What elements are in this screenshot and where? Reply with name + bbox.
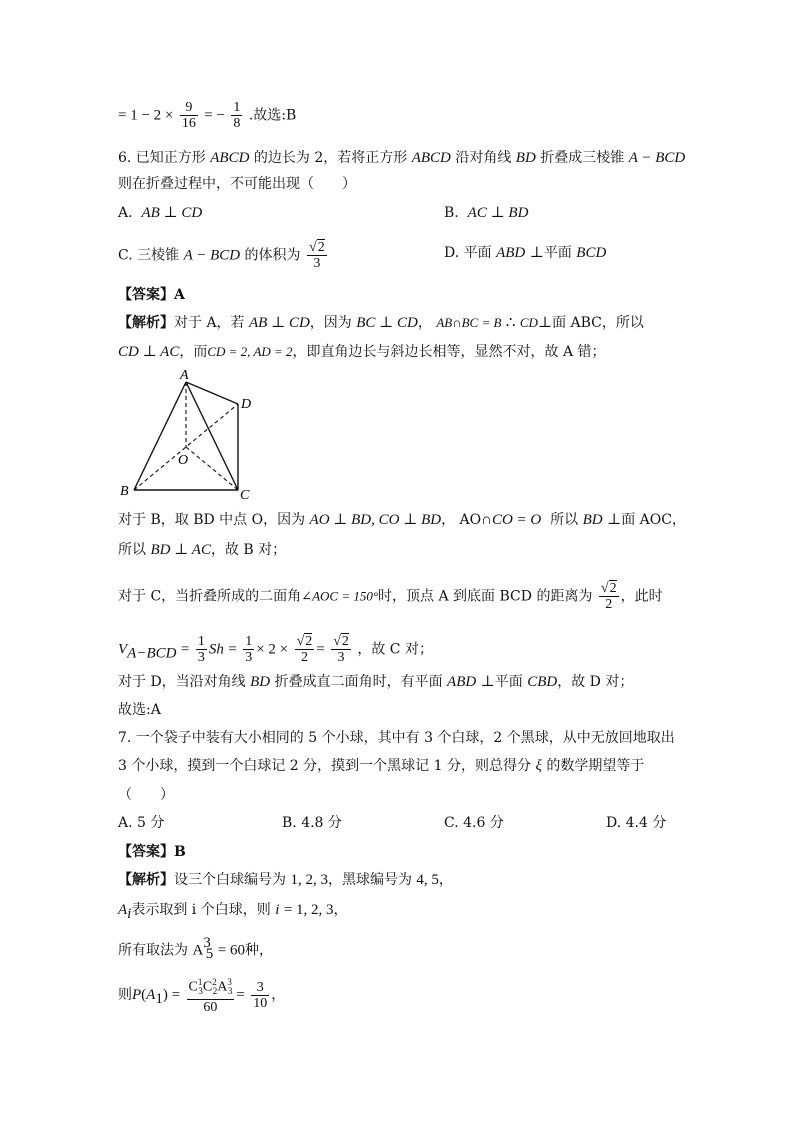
label-b: B (120, 484, 129, 499)
q6-c-line1: 对于 C，当折叠所成的二面角∠AOC = 150°时，顶点 A 到底面 BCD 的距离为 $\frac{√2}{2}$ ，此时 (118, 581, 663, 612)
q6-option-c: C. 三棱锥 A − BCD 的体积为 $\frac{√2}{3}$ (118, 240, 325, 271)
q6-option-b: B. AC ⊥ BD (444, 205, 529, 221)
q7-answer: 【答案】B (118, 844, 186, 860)
fraction-9-16: $\frac{9}{16}$ (181, 100, 196, 131)
q7-stem-line1: 7. 一个袋子中装有大小相同的 5 个小球，其中有 3 个白球，2 个黑球，从中无放回地取出 (118, 730, 675, 746)
q6-c-volume-formula: $V_{A-BCD}$ = $\frac{1}{3}$ Sh = $\frac{1}{3}$ × 2 × $\frac{√2}{2}$ = $\frac{√2}{3}$ ，故 C 对； (118, 634, 433, 665)
q6-d-line: 对于 D，当沿对角线 BD 折叠成直二面角时，有平面 ABD ⊥平面 CBD，故 D 对； (118, 674, 634, 690)
q7-option-c: C. 4.6 分 (444, 815, 504, 831)
q6-b-line1: 对于 B，取 BD 中点 O，因为 AO ⊥ BD, CO ⊥ BD， AO∩CO = O 所以 BD ⊥面 AOC， (118, 512, 686, 528)
edge-ab (134, 382, 189, 490)
q6-analysis-line1: 【解析】对于 A，若 AB ⊥ CD，因为 BC ⊥ CD， AB∩BC = B ∴ CD⊥面 ABC，所以 (118, 315, 644, 331)
q7-analysis-line2: $A_i$表示取到 i 个白球，则 i = 1, 2, 3， (118, 902, 348, 922)
pyramid-figure (114, 368, 264, 503)
label-c: C (240, 488, 250, 503)
label-o: O (178, 453, 189, 468)
q6-option-a: A. AB ⊥ CD (118, 205, 203, 221)
fraction-probability: $\frac{C^1_3C^2_2A^3_3}{60}$ (188, 977, 233, 1016)
fraction-3-10: $\frac{3}{10}$ (253, 979, 268, 1011)
fraction-sqrt2-2: $\frac{√2}{2}$ (600, 581, 617, 612)
fraction-sqrt2-3: $\frac{√2}{3}$ (309, 240, 325, 271)
q7-analysis-line1: 【解析】设三个白球编号为 1, 2, 3，黑球编号为 4, 5， (118, 872, 453, 888)
q7-option-d: D. 4.4 分 (606, 815, 667, 831)
q7-option-a: A. 5 分 (118, 815, 165, 831)
q7-option-b: B. 4.8 分 (282, 815, 342, 831)
q6-answer: 【答案】A (118, 287, 185, 303)
edge-ad (186, 382, 238, 404)
label-a: A (180, 368, 189, 383)
q6-end: 故选:A (118, 702, 161, 718)
q7-analysis-line3: 所有取法为 $A^3_5 = 60$种， (118, 935, 273, 963)
q6-option-d: D. 平面 ABD ⊥平面 BCD (444, 245, 607, 261)
q6-stem-line1: 6. 已知正方形 ABCD 的边长为 2，若将正方形 ABCD 沿对角线 BD 折叠成三棱锥 A − BCD (118, 150, 686, 166)
prev-solution-tail: = 1 − 2 × $\frac{9}{16}$ = − $\frac{1}{8}$ .故选:B (118, 100, 297, 131)
fraction-1-8: $\frac{1}{8}$ (233, 100, 241, 131)
q7-stem-line2: 3 个小球，摸到一个白球记 2 分，摸到一个黑球记 1 分，则总得分 ξ 的数学期望等于 (118, 758, 645, 774)
q6-b-line2: 所以 BD ⊥ AC，故 B 对； (118, 542, 287, 558)
edge-ac (186, 382, 238, 490)
q6-stem-line2: 则在折叠过程中，不可能出现（ ） (118, 176, 356, 192)
q7-analysis-line4: 则$P(A_1)$ = $\frac{C^1_3C^2_2A^3_3}{60}$ = $\frac{3}{10}$ ， (118, 977, 286, 1016)
q6-analysis-line2: CD ⊥ AC，而CD = 2, AD = 2，即直角边长与斜边长相等，显然不对，故 A 错； (118, 344, 606, 360)
edge-oc-dashed (186, 447, 238, 490)
q7-stem-line3: （ ） (118, 787, 174, 803)
label-d: D (241, 397, 252, 412)
